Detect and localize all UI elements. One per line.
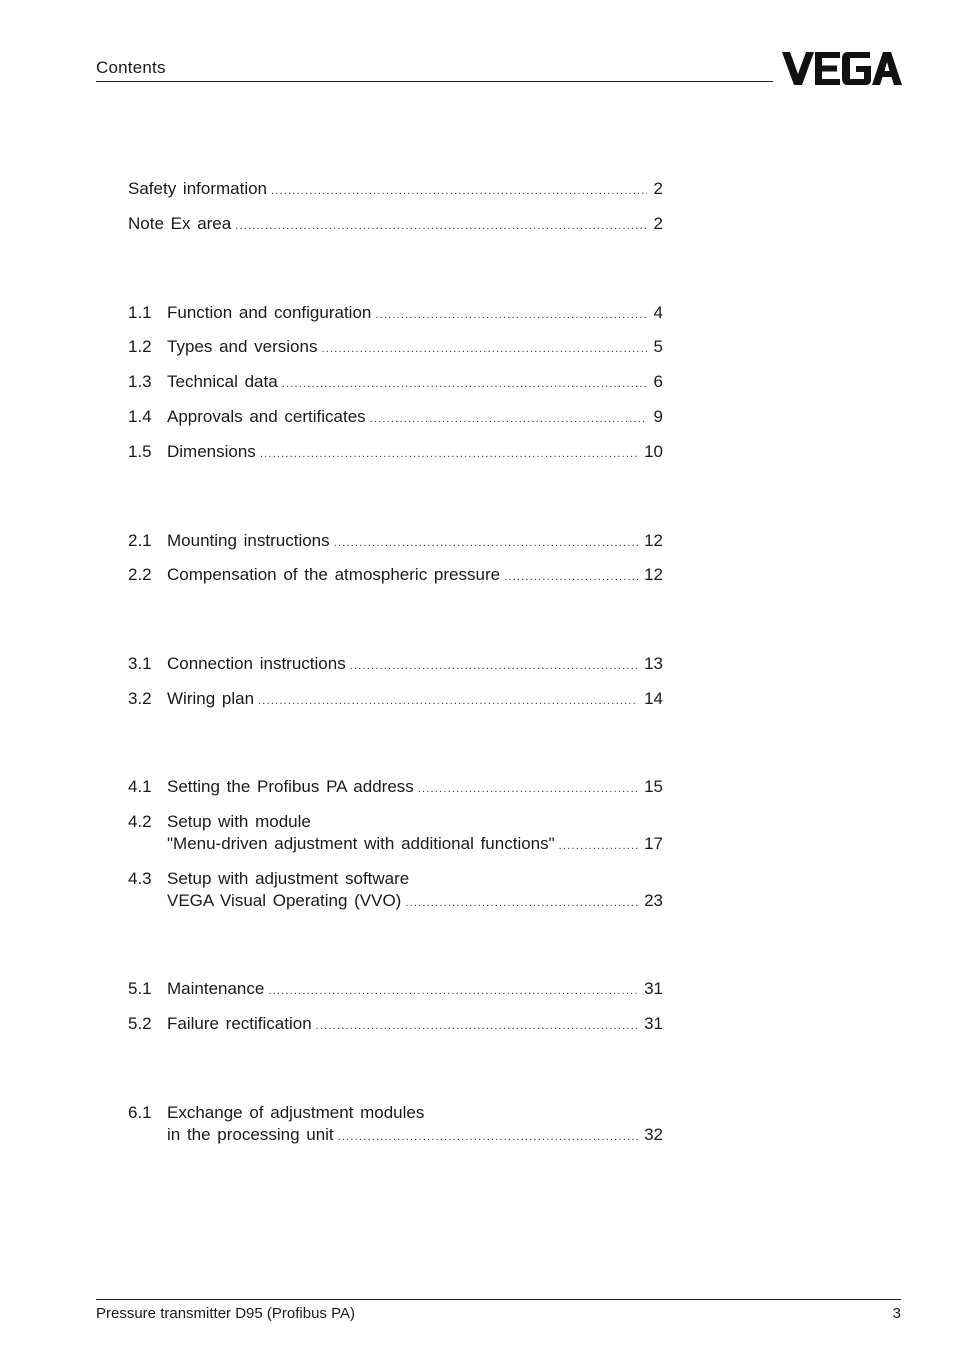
toc-entry-title-line-2: VEGA Visual Operating (VVO) — [167, 891, 402, 910]
toc-entry-2-1[interactable] — [128, 530, 663, 552]
dot-leader — [375, 304, 647, 326]
toc-entry-6-1[interactable] — [128, 1102, 663, 1146]
toc-section-number: 4.3 — [128, 869, 152, 888]
toc-entry-title: Safety information — [128, 179, 268, 198]
toc-page-number: 2 — [653, 214, 663, 233]
toc-entry-title-line-1: Exchange of adjustment modules — [167, 1103, 425, 1122]
toc-entry-title: Setting the Profibus PA address — [167, 777, 414, 796]
toc-page-number: 31 — [644, 979, 663, 998]
toc-page-number: 4 — [653, 303, 663, 322]
toc-page-number: 31 — [644, 1014, 663, 1033]
toc-entry-2-2[interactable] — [128, 564, 663, 586]
toc-entry-title: Maintenance — [167, 979, 265, 998]
toc-entry-title-line-1: Setup with module — [167, 812, 311, 831]
dot-leader — [334, 532, 638, 554]
toc-section-number: 1.1 — [128, 303, 152, 322]
dot-leader — [504, 566, 638, 588]
dot-leader — [370, 408, 647, 430]
toc-entry-3-1[interactable] — [128, 653, 663, 675]
toc-entry-1-2[interactable] — [128, 336, 663, 358]
toc-entry-5-2[interactable] — [128, 1013, 663, 1035]
toc-entry-5-1[interactable] — [128, 978, 663, 1000]
toc-entry-4-3[interactable] — [128, 868, 663, 912]
toc-entry-note-ex-area[interactable] — [128, 213, 663, 235]
toc-entry-4-2[interactable] — [128, 811, 663, 855]
toc-entry-1-3[interactable] — [128, 371, 663, 393]
toc-page-number: 12 — [644, 565, 663, 584]
toc-section-number: 1.5 — [128, 442, 152, 461]
dot-leader — [338, 1126, 638, 1148]
toc-page-number: 9 — [653, 407, 663, 426]
toc-entry-title: Technical data — [167, 372, 278, 391]
toc-page-number: 14 — [644, 689, 663, 708]
dot-leader — [268, 980, 638, 1002]
toc-entry-safety-information[interactable] — [128, 178, 663, 200]
footer-page-number: 3 — [892, 1305, 901, 1322]
toc-entry-title: Failure rectification — [167, 1014, 312, 1033]
dot-leader — [271, 180, 647, 202]
toc-entry-title: Types and versions — [167, 337, 318, 356]
toc-entry-title-line-1: Setup with adjustment software — [167, 869, 410, 888]
toc-entry-3-2[interactable] — [128, 688, 663, 710]
footer-divider — [96, 1299, 901, 1300]
toc-page-number: 23 — [644, 891, 663, 910]
toc-section-number: 2.1 — [128, 531, 152, 550]
toc-page-number: 6 — [653, 372, 663, 391]
toc-page-number: 32 — [644, 1125, 663, 1144]
dot-leader — [321, 338, 647, 360]
toc-section-number: 1.4 — [128, 407, 152, 426]
dot-leader — [559, 835, 638, 857]
toc-section-number: 4.1 — [128, 777, 152, 796]
dot-leader — [235, 215, 647, 237]
toc-entry-title: Wiring plan — [167, 689, 255, 708]
toc-page-number: 15 — [644, 777, 663, 796]
footer-document-title: Pressure transmitter D95 (Profibus PA) — [96, 1305, 355, 1322]
header-divider — [96, 81, 773, 82]
dot-leader — [418, 778, 638, 800]
toc-entry-title-line-2: "Menu-driven adjustment with additional functions" — [167, 834, 555, 853]
dot-leader — [282, 373, 647, 395]
toc-entry-1-4[interactable] — [128, 406, 663, 428]
toc-page-number: 10 — [644, 442, 663, 461]
toc-entry-title: Mounting instructions — [167, 531, 330, 550]
toc-page-number: 5 — [653, 337, 663, 356]
toc-section-number: 1.3 — [128, 372, 152, 391]
toc-section-number: 2.2 — [128, 565, 152, 584]
toc-entry-title: Function and configuration — [167, 303, 372, 322]
toc-section-number: 6.1 — [128, 1103, 152, 1122]
toc-section-number: 5.2 — [128, 1014, 152, 1033]
toc-entry-title-line-2: in the processing unit — [167, 1125, 334, 1144]
page-header-title: Contents — [96, 58, 166, 77]
dot-leader — [405, 892, 638, 914]
toc-entry-title: Dimensions — [167, 442, 256, 461]
dot-leader — [316, 1015, 638, 1037]
dot-leader — [260, 443, 638, 465]
toc-section-number: 3.2 — [128, 689, 152, 708]
toc-section-number: 1.2 — [128, 337, 152, 356]
toc-entry-title: Connection instructions — [167, 654, 346, 673]
toc-entry-1-1[interactable] — [128, 302, 663, 324]
toc-section-number: 5.1 — [128, 979, 152, 998]
toc-entry-title: Approvals and certificates — [167, 407, 366, 426]
toc-section-number: 3.1 — [128, 654, 152, 673]
toc-page-number: 13 — [644, 654, 663, 673]
dot-leader — [350, 655, 638, 677]
toc-entry-title: Compensation of the atmospheric pressure — [167, 565, 501, 584]
toc-entry-title: Note Ex area — [128, 214, 232, 233]
toc-section-number: 4.2 — [128, 812, 152, 831]
toc-page-number: 12 — [644, 531, 663, 550]
vega-logo — [782, 52, 902, 85]
toc-entry-4-1[interactable] — [128, 776, 663, 798]
toc-page-number: 17 — [644, 834, 663, 853]
toc-entry-1-5[interactable] — [128, 441, 663, 463]
dot-leader — [258, 690, 638, 712]
toc-page-number: 2 — [653, 179, 663, 198]
